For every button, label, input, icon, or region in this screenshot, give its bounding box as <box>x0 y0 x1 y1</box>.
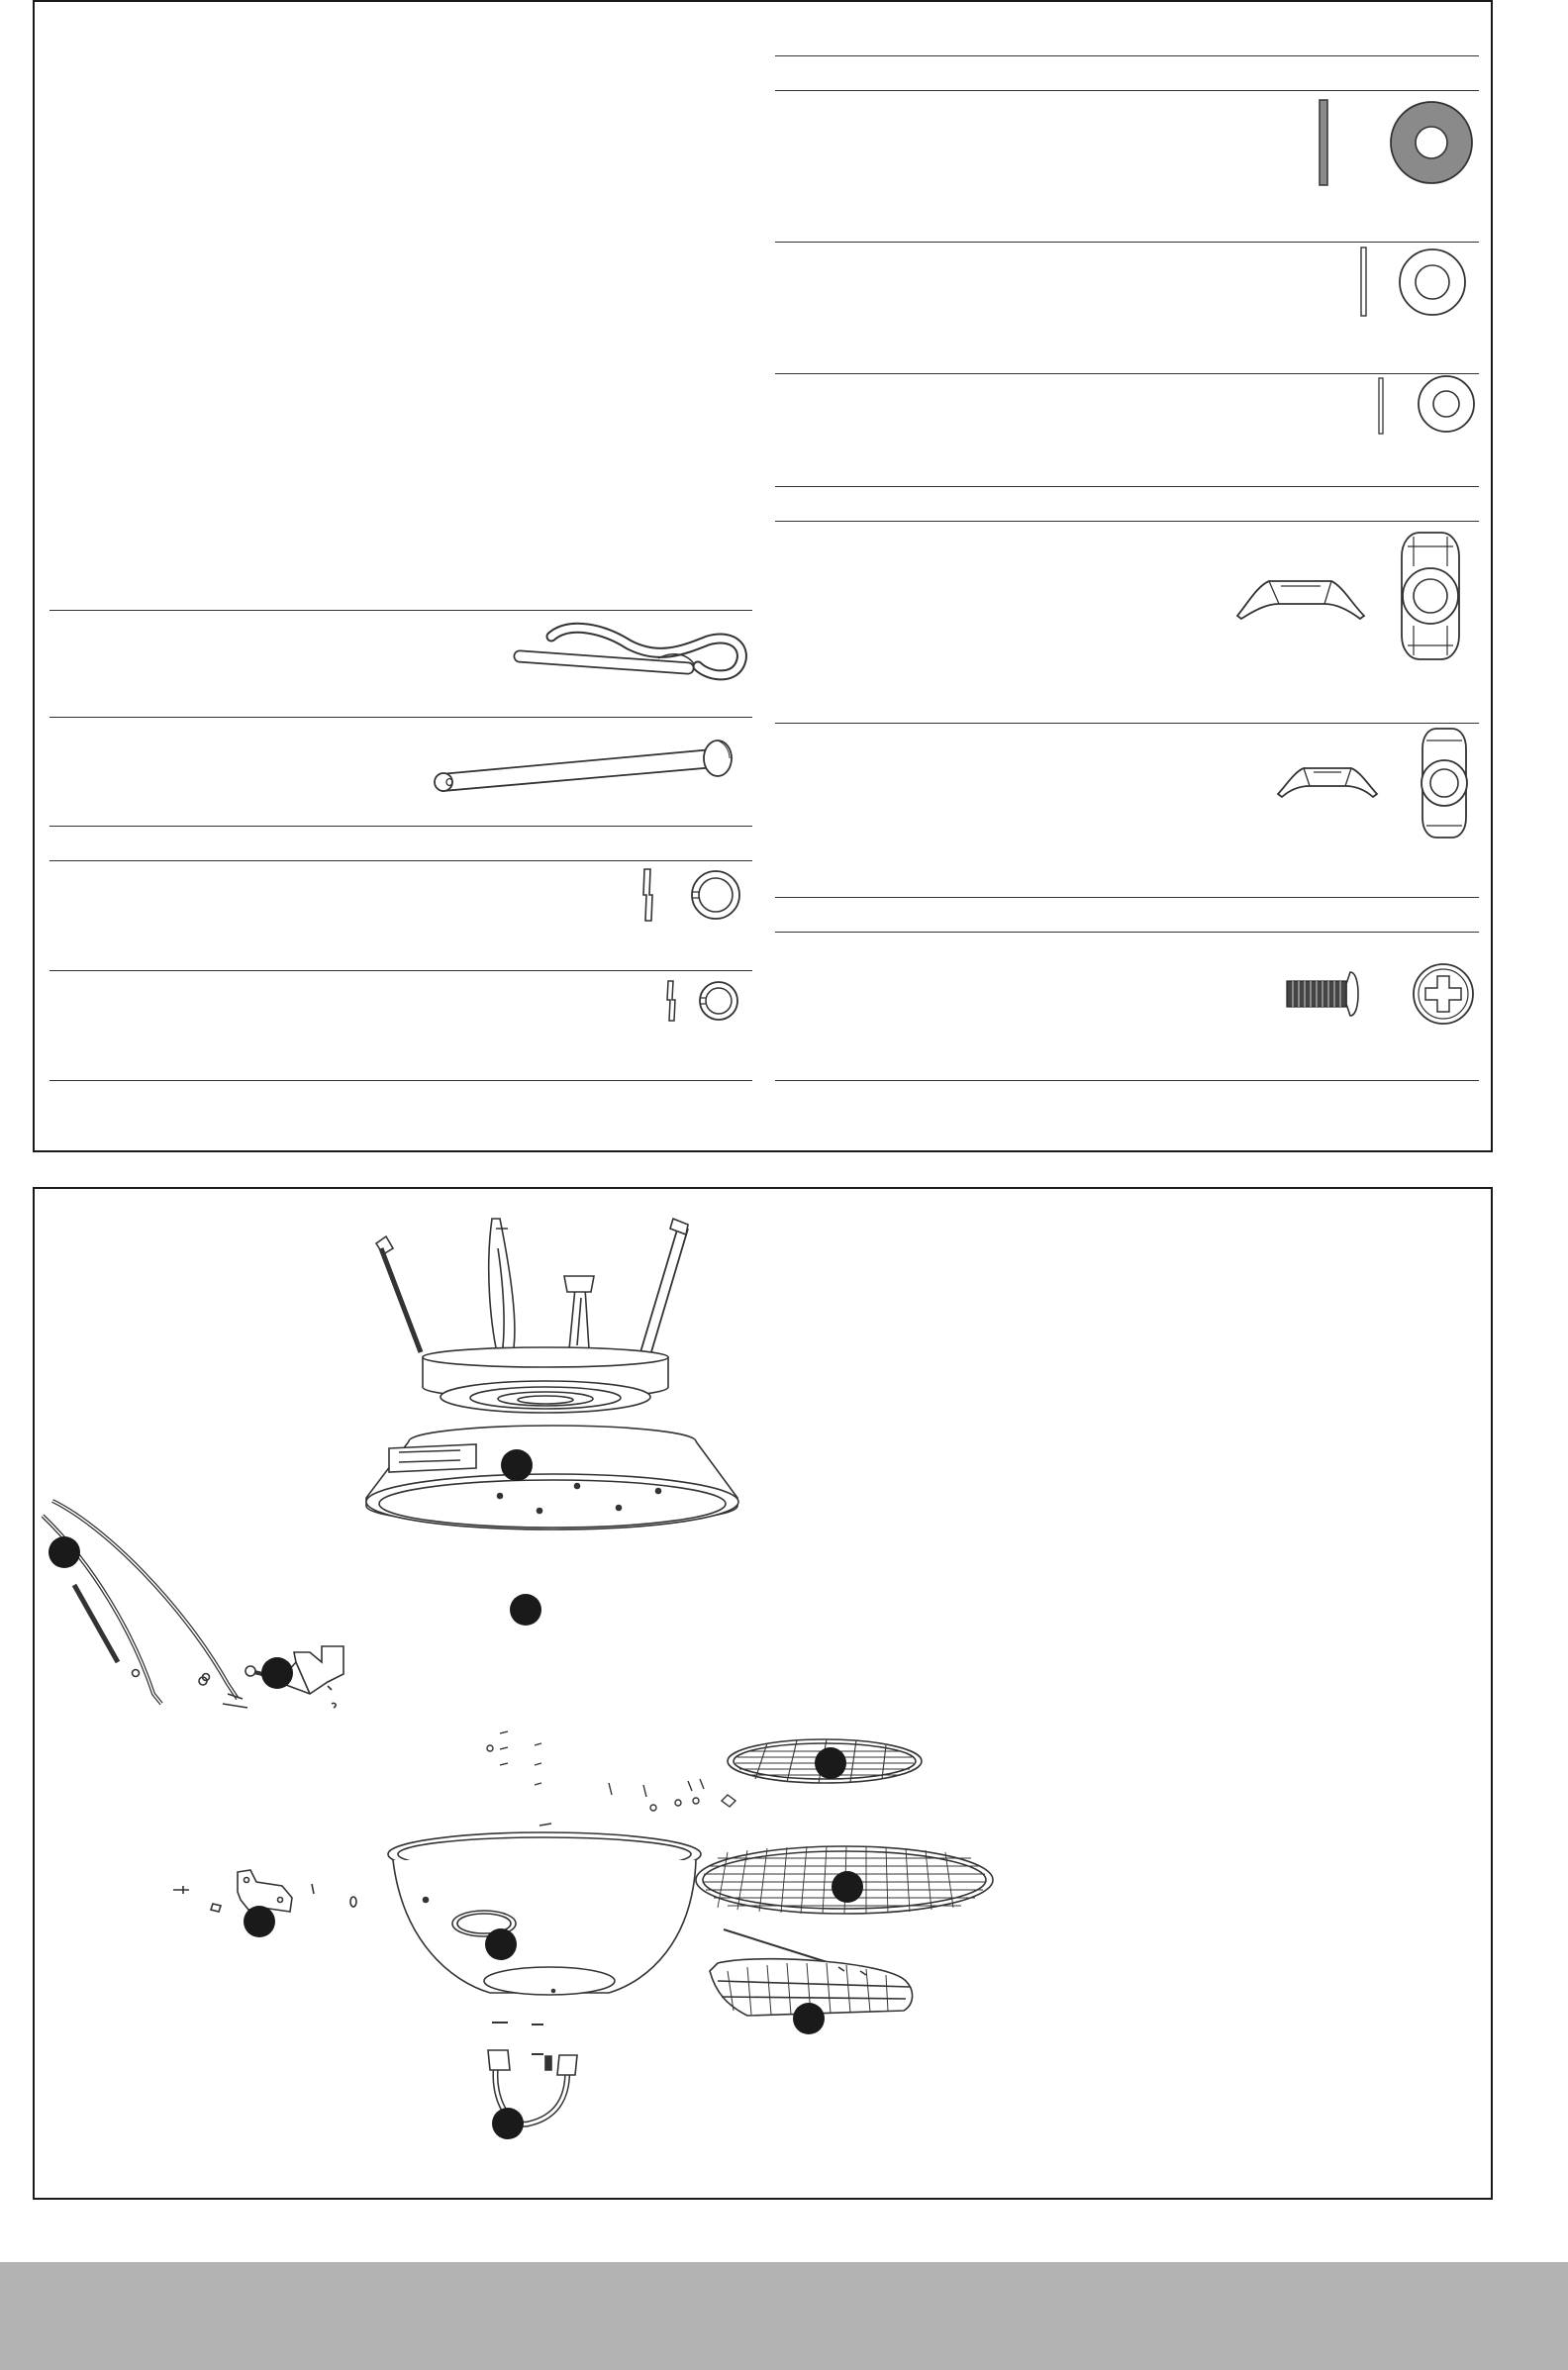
flat-washer-large-icon <box>1307 93 1485 192</box>
callout-marker <box>832 1871 863 1903</box>
hardware-panel <box>33 0 1493 1152</box>
callout-markers <box>49 1449 863 2139</box>
upper-bowl-icon <box>366 1426 738 1530</box>
callout-marker <box>510 1594 541 1626</box>
divider <box>49 970 752 971</box>
hitch-pin-icon <box>510 611 757 690</box>
divider <box>775 1080 1479 1081</box>
side-bracket-icon <box>173 1870 356 1912</box>
footer-bar <box>0 2262 1568 2370</box>
bottom-handle-icon <box>488 2023 577 2124</box>
divider <box>775 932 1479 933</box>
lock-washer-large-icon <box>619 865 757 925</box>
hardware-bits-icon <box>487 1731 735 1826</box>
divider <box>775 897 1479 898</box>
lid-with-handles-icon <box>376 1219 688 1413</box>
exploded-diagram-panel <box>33 1187 1493 2200</box>
flat-washer-medium-icon <box>1341 245 1485 319</box>
lock-washer-small-icon <box>629 976 757 1026</box>
callout-marker <box>492 2108 524 2139</box>
divider <box>775 242 1479 243</box>
callout-marker <box>501 1449 533 1481</box>
divider <box>775 486 1479 487</box>
leg-assembly-icon <box>43 1501 343 1708</box>
divider <box>775 90 1479 91</box>
callout-marker <box>485 1928 517 1960</box>
divider <box>49 717 752 718</box>
callout-marker <box>244 1906 275 1937</box>
wing-nut-large-icon <box>1198 527 1485 665</box>
lower-bowl-icon <box>388 1832 701 1995</box>
callout-marker <box>815 1747 846 1779</box>
flat-washer-small-icon <box>1351 374 1485 434</box>
phillips-screw-icon <box>1247 954 1485 1034</box>
divider <box>775 55 1479 56</box>
wing-nut-small-icon <box>1232 723 1485 841</box>
callout-marker <box>261 1657 293 1689</box>
divider <box>49 826 752 827</box>
divider <box>775 521 1479 522</box>
clevis-pin-icon <box>411 720 757 799</box>
divider <box>49 1080 752 1081</box>
callout-marker <box>793 2003 825 2034</box>
exploded-grill-diagram <box>35 1189 1495 2202</box>
warming-rack-icon <box>710 1929 913 2016</box>
divider <box>49 860 752 861</box>
callout-marker <box>49 1536 80 1568</box>
